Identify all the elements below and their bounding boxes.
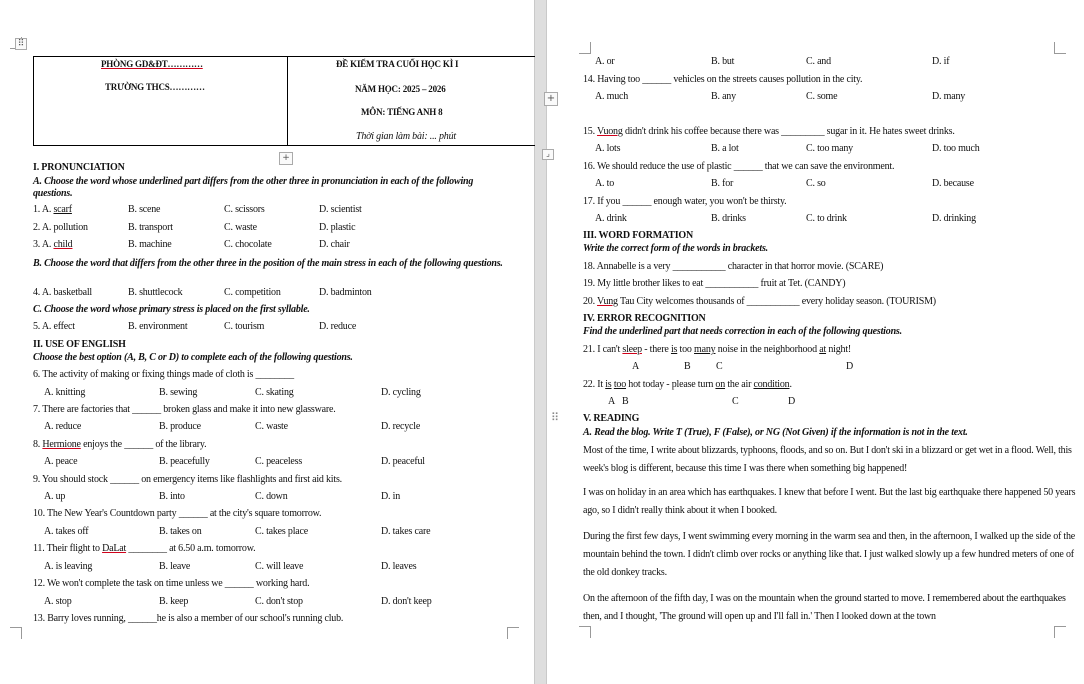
q13-option-a: A. or (595, 56, 615, 67)
section-pronunciation-title: I. PRONUNCIATION (33, 162, 125, 173)
q7-option-b: B. produce (159, 421, 201, 432)
section-reading-instruction: A. Read the blog. Write T (True), F (False), or NG (Not Given) if the information is not in the text. (583, 427, 968, 438)
reading-paragraph-1: Most of the time, I write about blizzards, typhoons, floods, and so on. But I don't ski in a blizzard or get wet in a flood. Well, this week's blog is different, because this time I was there when something big happened! (583, 445, 1072, 474)
q13-option-c: C. and (806, 56, 831, 67)
question-10: 10. The New Year's Countdown party ______ at the city's square tomorrow. (33, 508, 322, 519)
q2-option-c: C. waste (224, 222, 257, 233)
q17-option-b: B. drinks (711, 213, 746, 224)
q16-option-b: B. for (711, 178, 734, 189)
question-11: 11. Their flight to DaLat ________ at 6.50 a.m. tomorrow. (33, 543, 256, 554)
q16-option-c: C. so (806, 178, 826, 189)
q12-option-b: B. keep (159, 596, 189, 607)
q11-option-a: A. is leaving (44, 561, 93, 572)
question-12: 12. We won't complete the task on time unless we ______ working hard. (33, 578, 310, 589)
q4-option-c: C. competition (224, 287, 281, 298)
q4-option-d: D. badminton (319, 287, 372, 298)
section-error-recognition-instruction: Find the underlined part that needs correction in each of the following questions. (583, 326, 902, 337)
q11-option-d: D. leaves (381, 561, 417, 572)
question-3: 3. A. child (33, 239, 73, 250)
question-21: 21. I can't sleep - there is too many noise in the neighborhood at night! (583, 344, 852, 355)
q12-option-c: C. don't stop (255, 596, 303, 607)
section-use-of-english-instruction: Choose the best option (A, B, C or D) to complete each of the following questions. (33, 352, 353, 363)
q15-option-d: D. too much (932, 143, 980, 154)
document-page-right (547, 0, 1084, 684)
q15-option-c: C. too many (806, 143, 853, 154)
document-page-left (0, 0, 534, 684)
q17-option-d: D. drinking (932, 213, 976, 224)
q7-option-a: A. reduce (44, 421, 82, 432)
q6-option-c: C. skating (255, 387, 294, 398)
q16-option-a: A. to (595, 178, 615, 189)
question-20: 20. Vung Tau City welcomes thousands of ___________ every holiday season. (TOURISM) (583, 296, 936, 307)
q5-option-c: C. tourism (224, 321, 265, 332)
q8-option-c: C. peaceless (255, 456, 303, 467)
q9-option-b: B. into (159, 491, 185, 502)
question-17: 17. If you ______ enough water, you won't be thirsty. (583, 196, 787, 207)
q10-option-c: C. takes place (255, 526, 309, 537)
header-table-divider (287, 57, 288, 145)
q2-option-b: B. transport (128, 222, 173, 233)
question-14: 14. Having too ______ vehicles on the streets causes pollution in the city. (583, 74, 863, 85)
q8-option-d: D. peaceful (381, 456, 425, 467)
part-c-instruction: C. Choose the word whose primary stress is placed on the first syllable. (33, 304, 310, 315)
section-error-recognition-title: IV. ERROR RECOGNITION (583, 313, 706, 324)
part-b-instruction: B. Choose the word that differs from the other three in the position of the main stress in each of the following questions. (33, 258, 503, 269)
section-word-formation-instruction: Write the correct form of the words in brackets. (583, 243, 768, 254)
q5-option-d: D. reduce (319, 321, 357, 332)
q14-option-b: B. any (711, 91, 736, 102)
margin-mark (1054, 626, 1066, 638)
q14-option-a: A. much (595, 91, 629, 102)
q22-label-d: D (788, 396, 796, 407)
q1-option-c: C. scissors (224, 204, 265, 215)
question-22: 22. It is too hot today - please turn on the air condition. (583, 379, 792, 390)
q5-option-a: 5. A. effect (33, 321, 75, 332)
section-reading-title: V. READING (583, 413, 640, 424)
drag-handle-icon[interactable]: ⠿ (551, 411, 559, 424)
q10-option-d: D. takes care (381, 526, 431, 537)
q11-option-b: B. leave (159, 561, 191, 572)
table-resize-handle-icon[interactable]: ⌟ (542, 149, 554, 160)
section-word-formation-title: III. WORD FORMATION (583, 230, 694, 241)
question-19: 19. My little brother likes to eat ___________ fruit at Tet. (CANDY) (583, 278, 846, 289)
question-1: 1. A. scarf (33, 204, 72, 215)
q22-label-c: C (732, 396, 739, 407)
margin-mark (10, 627, 22, 639)
q10-option-b: B. takes on (159, 526, 202, 537)
add-column-button[interactable]: + (544, 92, 558, 106)
q21-label-b: B (684, 361, 691, 372)
header-school-year: NĂM HỌC: 2025 – 2026 (355, 84, 446, 94)
q7-option-c: C. waste (255, 421, 288, 432)
question-16: 16. We should reduce the use of plastic ______ that we can save the environment. (583, 161, 895, 172)
q10-option-a: A. takes off (44, 526, 89, 537)
q21-label-a: A (632, 361, 640, 372)
q14-option-d: D. many (932, 91, 966, 102)
header-exam-title: ĐỀ KIỂM TRA CUỐI HỌC KÌ I (336, 59, 459, 69)
q3-option-c: C. chocolate (224, 239, 272, 250)
q3-option-b: B. machine (128, 239, 172, 250)
q15-option-b: B. a lot (711, 143, 739, 154)
reading-paragraph-2: I was on holiday in an area which has earthquakes. I knew that before I went. But the last big earthquake there happened 50 years ago, so I didn't really think about it when I booked. (583, 487, 1076, 516)
q17-option-c: C. to drink (806, 213, 847, 224)
add-row-button[interactable]: + (279, 152, 293, 165)
q9-option-a: A. up (44, 491, 66, 502)
table-move-handle-icon[interactable]: ⠿ (15, 38, 27, 50)
question-2: 2. A. pollution (33, 222, 88, 233)
q12-option-d: D. don't keep (381, 596, 432, 607)
q4-option-a: 4. A. basketball (33, 287, 93, 298)
q2-option-d: D. plastic (319, 222, 356, 233)
question-8: 8. Hermione enjoys the ______ of the library. (33, 439, 207, 450)
q11-option-c: C. will leave (255, 561, 304, 572)
question-7: 7. There are factories that ______ broken glass and make it into new glassware. (33, 404, 336, 415)
q22-label-a: A (608, 396, 616, 407)
q5-option-b: B. environment (128, 321, 188, 332)
q14-option-c: C. some (806, 91, 838, 102)
q9-option-d: D. in (381, 491, 401, 502)
header-subject: MÔN: TIẾNG ANH 8 (361, 107, 443, 117)
q17-option-a: A. drink (595, 213, 627, 224)
q9-option-c: C. down (255, 491, 288, 502)
section-use-of-english-title: II. USE OF ENGLISH (33, 339, 126, 350)
q8-option-b: B. peacefully (159, 456, 210, 467)
question-15: 15. Vuong didn't drink his coffee because there was _________ sugar in it. He hates sweet drinks. (583, 126, 955, 137)
part-a-instruction: A. Choose the word whose underlined part differs from the other three in pronunciation in each of the following questions. (33, 176, 474, 199)
question-18: 18. Annabelle is a very ___________ character in that horror movie. (SCARE) (583, 261, 884, 272)
margin-mark (1054, 42, 1066, 54)
q4-option-b: B. shuttlecock (128, 287, 183, 298)
header-school: TRƯỜNG THCS………… (105, 82, 205, 92)
q12-option-a: A. stop (44, 596, 72, 607)
q13-option-d: D. if (932, 56, 950, 67)
question-9: 9. You should stock ______ on emergency items like flashlights and first aid kits. (33, 474, 342, 485)
margin-mark (579, 626, 591, 638)
margin-mark (507, 627, 519, 639)
q13-option-b: B. but (711, 56, 735, 67)
q6-option-d: D. cycling (381, 387, 421, 398)
q3-option-d: D. chair (319, 239, 350, 250)
q21-label-d: D (846, 361, 854, 372)
q16-option-d: D. because (932, 178, 974, 189)
q8-option-a: A. peace (44, 456, 78, 467)
q1-option-d: D. scientist (319, 204, 362, 215)
q22-label-b: B (622, 396, 629, 407)
q15-option-a: A. lots (595, 143, 621, 154)
margin-mark (579, 42, 591, 54)
q21-label-c: C (716, 361, 723, 372)
header-dept: PHÒNG GD&ĐT………… (101, 59, 203, 69)
q1-option-b: B. scene (128, 204, 161, 215)
question-6: 6. The activity of making or fixing things made of cloth is ________ (33, 369, 294, 380)
header-time: Thời gian làm bài: ... phút (356, 131, 456, 142)
question-13: 13. Barry loves running, ______he is also a member of our school's running club. (33, 613, 344, 624)
q6-option-b: B. sewing (159, 387, 198, 398)
q6-option-a: A. knitting (44, 387, 86, 398)
reading-paragraph-3: During the first few days, I went swimming every morning in the warm sea and then, in the afternoon, I walked up the side of the mountain behind the town. I didn't climb over rocks or anything like that. I just walked slowly up a few hundred meters of one of the old donkey tracks. (583, 531, 1076, 578)
reading-paragraph-4: On the afternoon of the fifth day, I was on the mountain when the ground started to move. I remembered about the earthquakes then, and I thought, 'The ground will open up and I'll fall in.' Then I looked down at the town (583, 593, 1066, 622)
q7-option-d: D. recycle (381, 421, 421, 432)
